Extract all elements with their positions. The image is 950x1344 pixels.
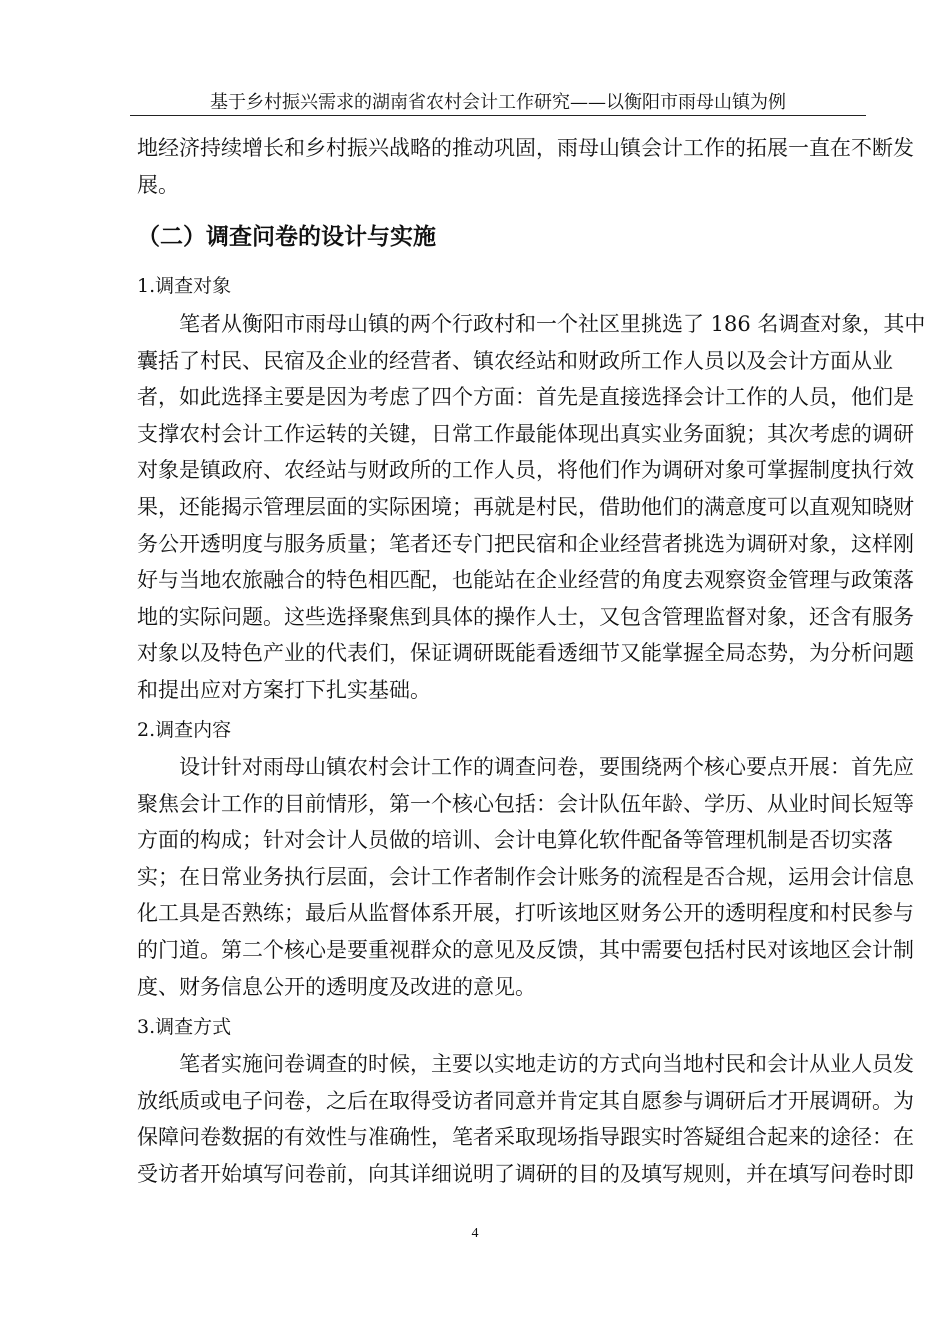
text-line: 保障问卷数据的有效性与准确性，笔者采取现场指导跟实时答疑组合起来的途径：在 <box>137 1125 914 1150</box>
text-line: 务公开透明度与服务质量；笔者还专门把民宿和企业经营者挑选为调研对象，这样刚 <box>137 531 914 556</box>
text-line: 设计针对雨母山镇农村会计工作的调查问卷，要围绕两个核心要点开展：首先应 <box>137 755 914 779</box>
subsection-title: 3.调查方式 <box>137 1016 232 1038</box>
section-heading: （二）调查问卷的设计与实施 <box>137 223 436 250</box>
text-line: 囊括了村民、民宿及企业的经营者、镇农经站和财政所工作人员以及会计方面从业 <box>137 348 893 373</box>
text-line: 对象以及特色产业的代表们，保证调研既能看透细节又能掌握全局态势，为分析问题 <box>137 641 914 666</box>
running-header: 基于乡村振兴需求的湖南省农村会计工作研究——以衡阳市雨母山镇为例 <box>210 92 786 113</box>
paragraph <box>137 749 914 1005</box>
paragraph <box>137 306 926 709</box>
text-line: 放纸质或电子问卷，之后在取得受访者同意并肯定其自愿参与调研后才开展调研。为 <box>137 1088 914 1113</box>
text-line: 地的实际问题。这些选择聚焦到具体的操作人士，又包含管理监督对象，还含有服务 <box>137 604 914 629</box>
text-line: 笔者从衡阳市雨母山镇的两个行政村和一个社区里挑选了 186 名调查对象，其中 <box>137 312 926 336</box>
text-line: 好与当地农旅融合的特色相匹配，也能站在企业经营的角度去观察资金管理与政策落 <box>137 568 914 593</box>
intro-paragraph <box>137 130 914 203</box>
text-line: 和提出应对方案打下扎实基础。 <box>137 677 431 702</box>
text-line: 笔者实施问卷调查的时候，主要以实地走访的方式向当地村民和会计从业人员发 <box>137 1052 914 1076</box>
subsection-title: 2.调查内容 <box>137 719 232 741</box>
text-line: 地经济持续增长和乡村振兴战略的推动巩固，雨母山镇会计工作的拓展一直在不断发 <box>137 136 914 160</box>
text-line: 者，如此选择主要是因为考虑了四个方面：首先是直接选择会计工作的人员，他们是 <box>137 385 914 410</box>
text-line: 实；在日常业务执行层面，会计工作者制作会计账务的流程是否合规，运用会计信息 <box>137 864 914 889</box>
text-line: 受访者开始填写问卷前，向其详细说明了调研的目的及填写规则，并在填写问卷时即 <box>137 1161 914 1186</box>
text-line: 支撑农村会计工作运转的关键，日常工作最能体现出真实业务面貌；其次考虑的调研 <box>137 421 914 446</box>
text-line: 度、财务信息公开的透明度及改进的意见。 <box>137 974 536 999</box>
subsection-title: 1.调查对象 <box>137 275 232 297</box>
text-line: 聚焦会计工作的目前情形，第一个核心包括：会计队伍年龄、学历、从业时间长短等 <box>137 791 914 816</box>
paragraph <box>137 1046 914 1192</box>
text-line: 化工具是否熟练；最后从监督体系开展，打听该地区财务公开的透明程度和村民参与 <box>137 901 914 926</box>
page-number: 4 <box>471 1226 479 1241</box>
header-rule <box>130 115 866 116</box>
text-line: 方面的构成；针对会计人员做的培训、会计电算化软件配备等管理机制是否切实落 <box>137 828 893 853</box>
text-line: 展。 <box>137 172 179 197</box>
text-line: 果，还能揭示管理层面的实际困境；再就是村民，借助他们的满意度可以直观知晓财 <box>137 494 914 519</box>
text-line: 对象是镇政府、农经站与财政所的工作人员，将他们作为调研对象可掌握制度执行效 <box>137 458 914 483</box>
text-line: 的门道。第二个核心是要重视群众的意见及反馈，其中需要包括村民对该地区会计制 <box>137 937 914 962</box>
